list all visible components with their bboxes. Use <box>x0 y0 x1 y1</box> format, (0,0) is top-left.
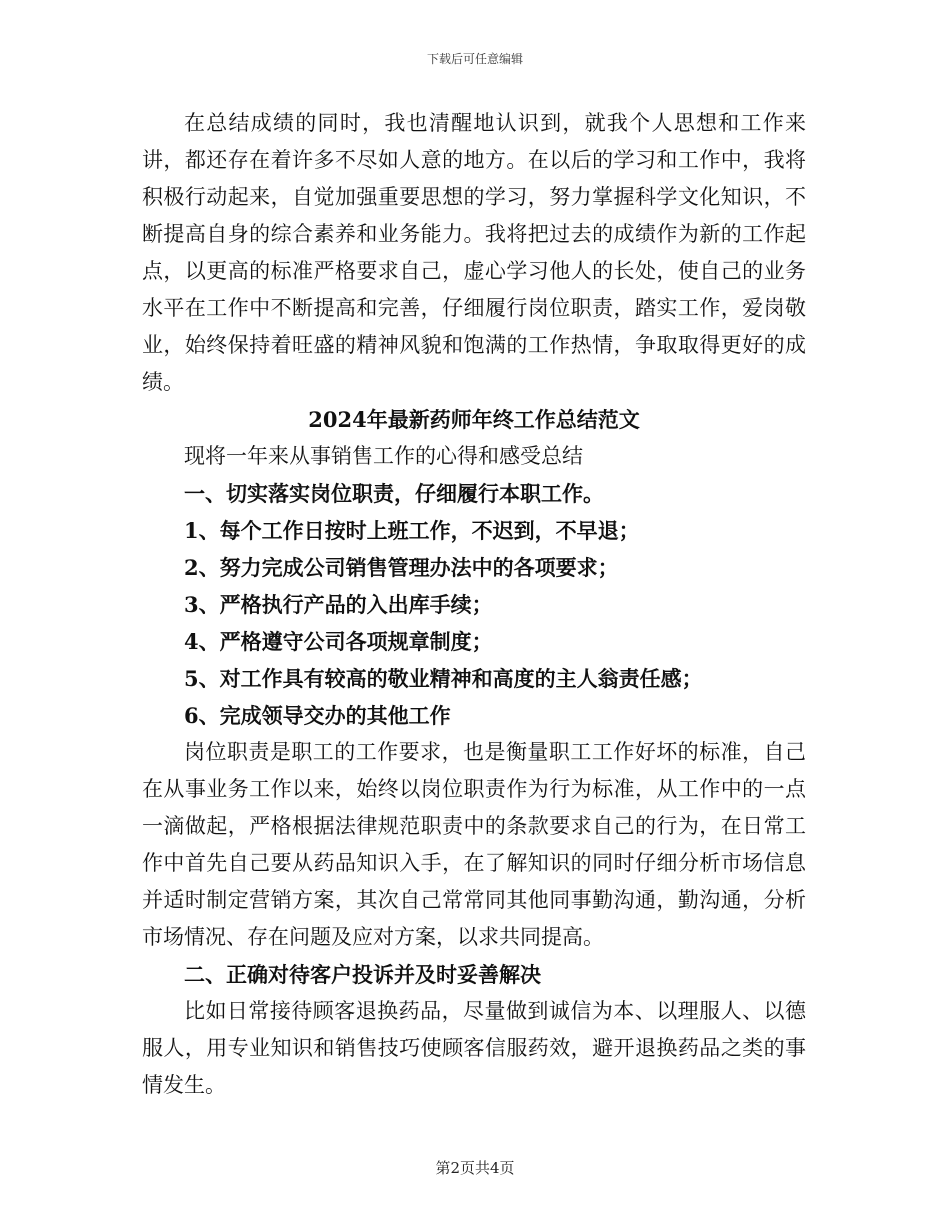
page-footer: 第2页共4页 <box>435 1159 515 1177</box>
document-title: 2024年最新药师年终工作总结范文 <box>308 407 640 432</box>
document-body <box>142 105 806 1104</box>
page-header: 下载后可任意编辑 <box>426 52 523 66</box>
section-heading-2: 二、正确对待客户投诉并及时妥善解决 <box>184 962 541 987</box>
list-item: 3、严格执行产品的入出库手续； <box>184 592 493 617</box>
list-item: 4、严格遵守公司各项规章制度； <box>184 629 493 654</box>
list-item: 6、完成领导交办的其他工作 <box>184 703 451 728</box>
paragraph-complaints: 比如日常接待顾客退换药品，尽量做到诚信为本、以理服人、以德服人，用专业知识和销售技巧使顾客信服药效，避开退换药品之类的事情发生。 <box>142 999 806 1097</box>
list-item: 2、努力完成公司销售管理办法中的各项要求； <box>184 555 619 580</box>
paragraph-summary: 在总结成绩的同时，我也清醒地认识到，就我个人思想和工作来讲，都还存在着许多不尽如人意的地方。在以后的学习和工作中，我将积极行动起来，自觉加强重要思想的学习，努力掌握科学文化知识，不断提高自身的综合素养和业务能力。我将把过去的成绩作为新的工作起点，以更高的标准严格要求自己，虚心学习他人的长处，使自己的业务水平在工作中不断提高和完善，仔细履行岗位职责，踏实工作，爱岗敬业，始终保持着旺盛的精神风貌和饱满的工作热情，争取取得更好的成绩。 <box>142 111 806 394</box>
intro-line: 现将一年来从事销售工作的心得和感受总结 <box>184 444 583 468</box>
list-item: 5、对工作具有较高的敬业精神和高度的主人翁责任感； <box>184 666 703 691</box>
list-item: 1、每个工作日按时上班工作，不迟到，不早退； <box>184 518 640 543</box>
section-heading-1: 一、切实落实岗位职责，仔细履行本职工作。 <box>184 481 604 506</box>
paragraph-duties: 岗位职责是职工的工作要求，也是衡量职工工作好坏的标准，自己在从事业务工作以来，始终以岗位职责作为行为标准，从工作中的一点一滴做起，严格根据法律规范职责中的条款要求自己的行为，在日常工作中首先自己要从药品知识入手，在了解知识的同时仔细分析市场信息并适时制定营销方案，其次自己常常同其他同事勤沟通，勤沟通，分析市场情况、存在问题及应对方案，以求共同提高。 <box>142 740 806 949</box>
